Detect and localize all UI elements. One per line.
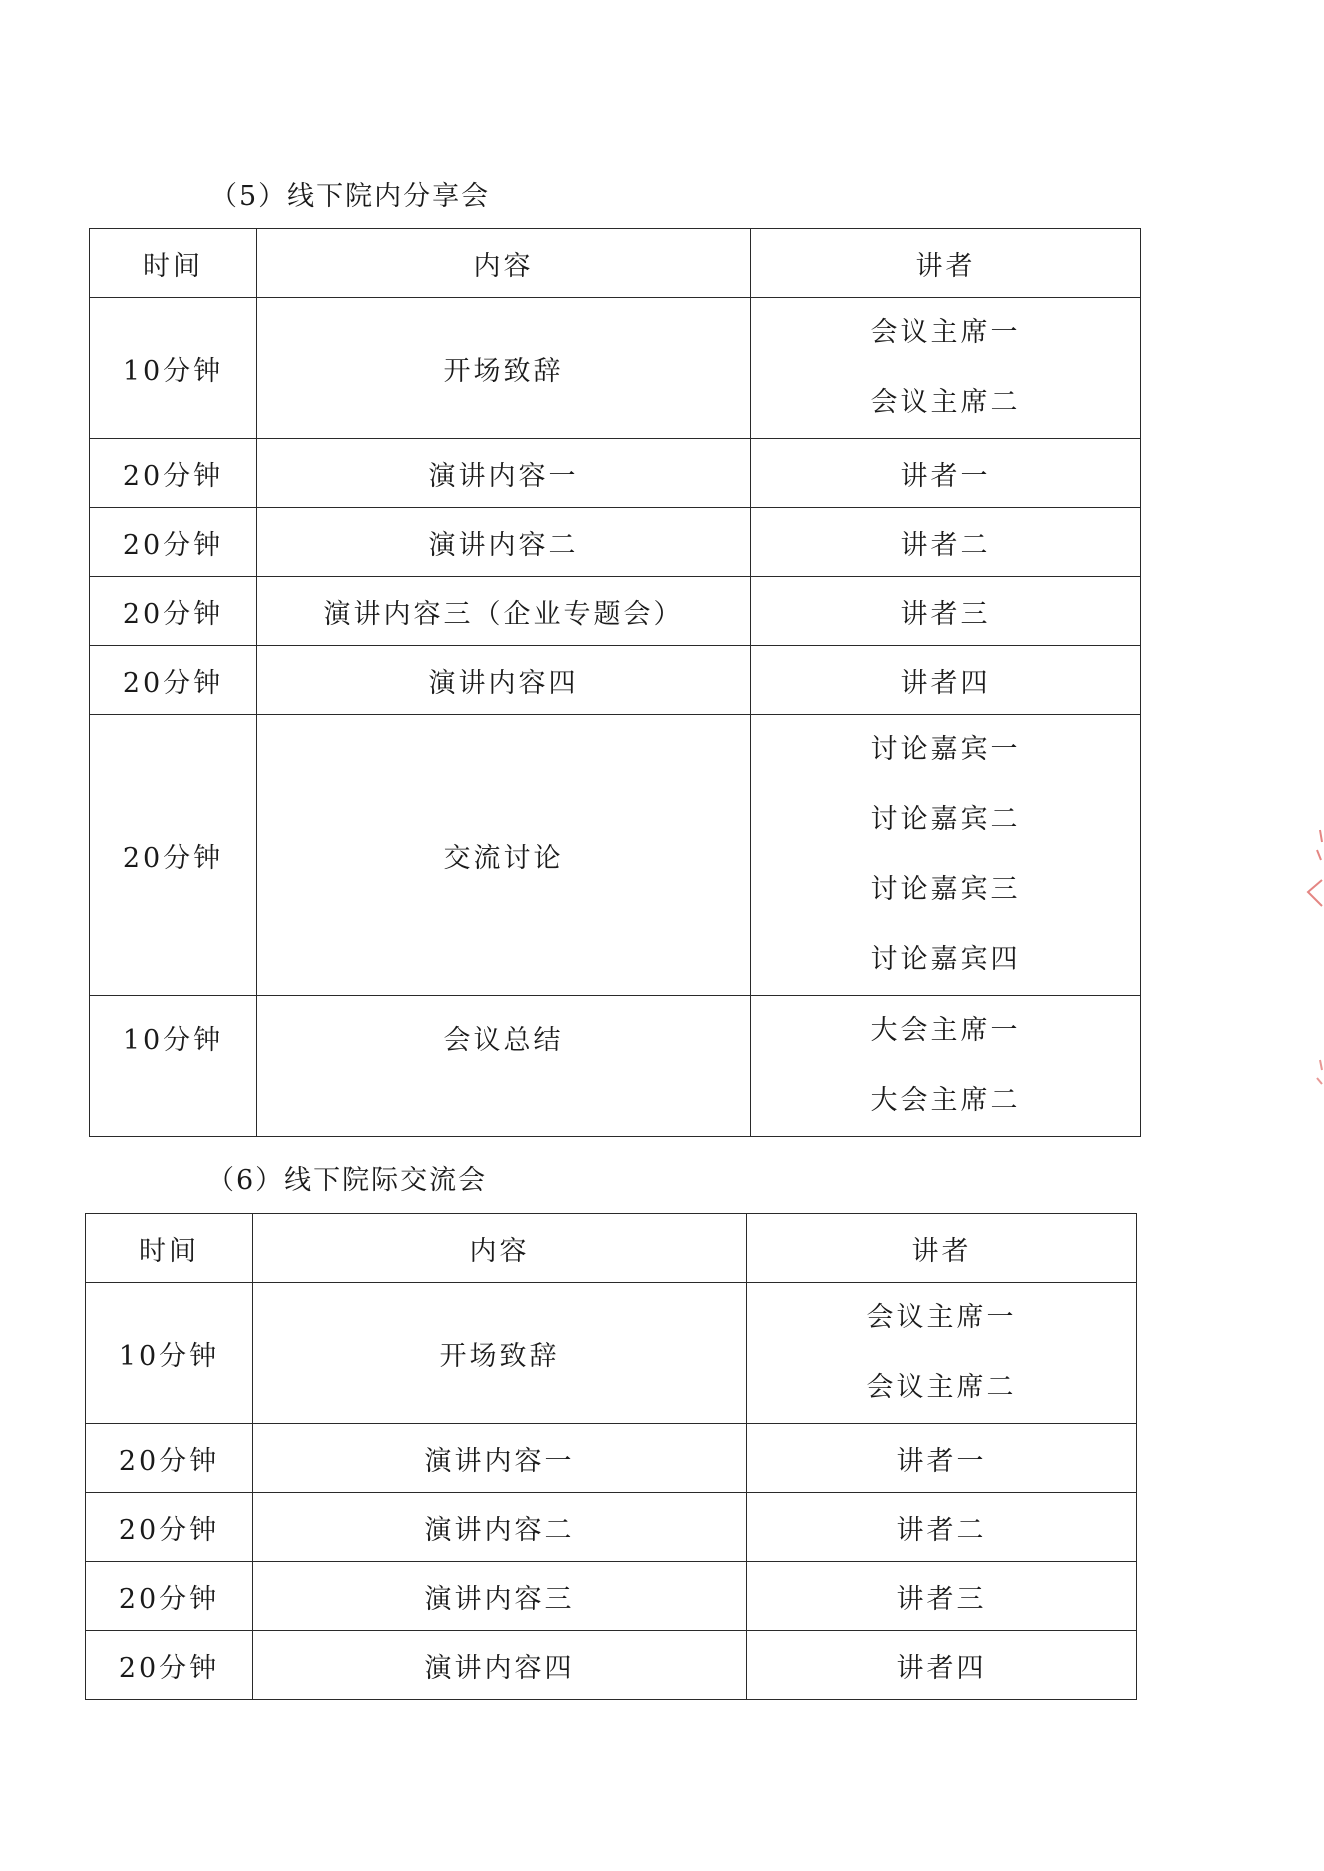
table-header-row — [90, 229, 1141, 298]
content-cell: 演讲内容二 — [253, 1493, 747, 1562]
section-title-6: （6）线下院际交流会 — [207, 1165, 488, 1196]
speaker-name: 讨论嘉宾三 — [870, 874, 1021, 905]
table-row — [90, 715, 1141, 996]
table-row — [86, 1283, 1137, 1424]
time-cell: 20分钟 — [90, 715, 257, 996]
header-time: 时间 — [90, 229, 257, 298]
content-cell: 演讲内容三（企业专题会） — [257, 577, 751, 646]
time-cell: 20分钟 — [86, 1493, 253, 1562]
content-cell: 演讲内容二 — [257, 508, 751, 577]
speaker-name: 讨论嘉宾一 — [870, 734, 1021, 765]
content-cell: 开场致辞 — [253, 1283, 747, 1424]
schedule-table-internal — [89, 228, 1141, 1137]
time-cell: 20分钟 — [90, 508, 257, 577]
table-row — [86, 1424, 1137, 1493]
speaker-cell: 讲者一 — [751, 439, 1141, 508]
header-time: 时间 — [86, 1214, 253, 1283]
speaker-cell: 讲者二 — [751, 508, 1141, 577]
time-cell: 20分钟 — [86, 1631, 253, 1700]
header-content: 内容 — [257, 229, 751, 298]
speaker-name: 会议主席一 — [866, 1302, 1017, 1333]
content-cell: 开场致辞 — [257, 298, 751, 439]
table-row — [90, 298, 1141, 439]
content-cell: 演讲内容四 — [257, 646, 751, 715]
header-speaker: 讲者 — [751, 229, 1141, 298]
speaker-name: 讨论嘉宾四 — [870, 944, 1021, 975]
speaker-name: 会议主席一 — [870, 317, 1021, 348]
speaker-cell — [747, 1283, 1137, 1424]
speaker-cell: 讲者二 — [747, 1493, 1137, 1562]
time-cell: 20分钟 — [90, 577, 257, 646]
speaker-name: 会议主席二 — [866, 1372, 1017, 1403]
time-cell: 10分钟 — [90, 996, 257, 1137]
speaker-cell: 讲者三 — [747, 1562, 1137, 1631]
table-row — [86, 1562, 1137, 1631]
content-cell: 演讲内容一 — [257, 439, 751, 508]
table-row — [90, 439, 1141, 508]
speaker-name: 大会主席一 — [870, 1015, 1021, 1046]
seal-stamp-fragment — [1302, 820, 1324, 1100]
speaker-name: 大会主席二 — [870, 1085, 1021, 1116]
speaker-cell — [751, 298, 1141, 439]
content-cell: 演讲内容三 — [253, 1562, 747, 1631]
time-cell: 10分钟 — [90, 298, 257, 439]
table-row — [90, 508, 1141, 577]
table-row — [86, 1631, 1137, 1700]
time-cell: 20分钟 — [90, 439, 257, 508]
speaker-cell: 讲者四 — [747, 1631, 1137, 1700]
time-cell: 20分钟 — [90, 646, 257, 715]
content-cell: 交流讨论 — [257, 715, 751, 996]
content-cell: 会议总结 — [257, 996, 751, 1137]
time-cell: 20分钟 — [86, 1424, 253, 1493]
time-cell: 20分钟 — [86, 1562, 253, 1631]
speaker-cell: 讲者一 — [747, 1424, 1137, 1493]
table-header-row — [86, 1214, 1137, 1283]
header-content: 内容 — [253, 1214, 747, 1283]
speaker-cell — [751, 996, 1141, 1137]
speaker-cell — [751, 715, 1141, 996]
speaker-name: 讨论嘉宾二 — [870, 804, 1021, 835]
time-cell: 10分钟 — [86, 1283, 253, 1424]
schedule-table-interhospital — [85, 1213, 1137, 1700]
speaker-name: 会议主席二 — [870, 387, 1021, 418]
table-row — [86, 1493, 1137, 1562]
content-cell: 演讲内容四 — [253, 1631, 747, 1700]
speaker-cell: 讲者三 — [751, 577, 1141, 646]
table-row — [90, 646, 1141, 715]
speaker-cell: 讲者四 — [751, 646, 1141, 715]
header-speaker: 讲者 — [747, 1214, 1137, 1283]
section-title-5: （5）线下院内分享会 — [210, 181, 491, 212]
table-row — [90, 577, 1141, 646]
table-row — [90, 996, 1141, 1137]
content-cell: 演讲内容一 — [253, 1424, 747, 1493]
